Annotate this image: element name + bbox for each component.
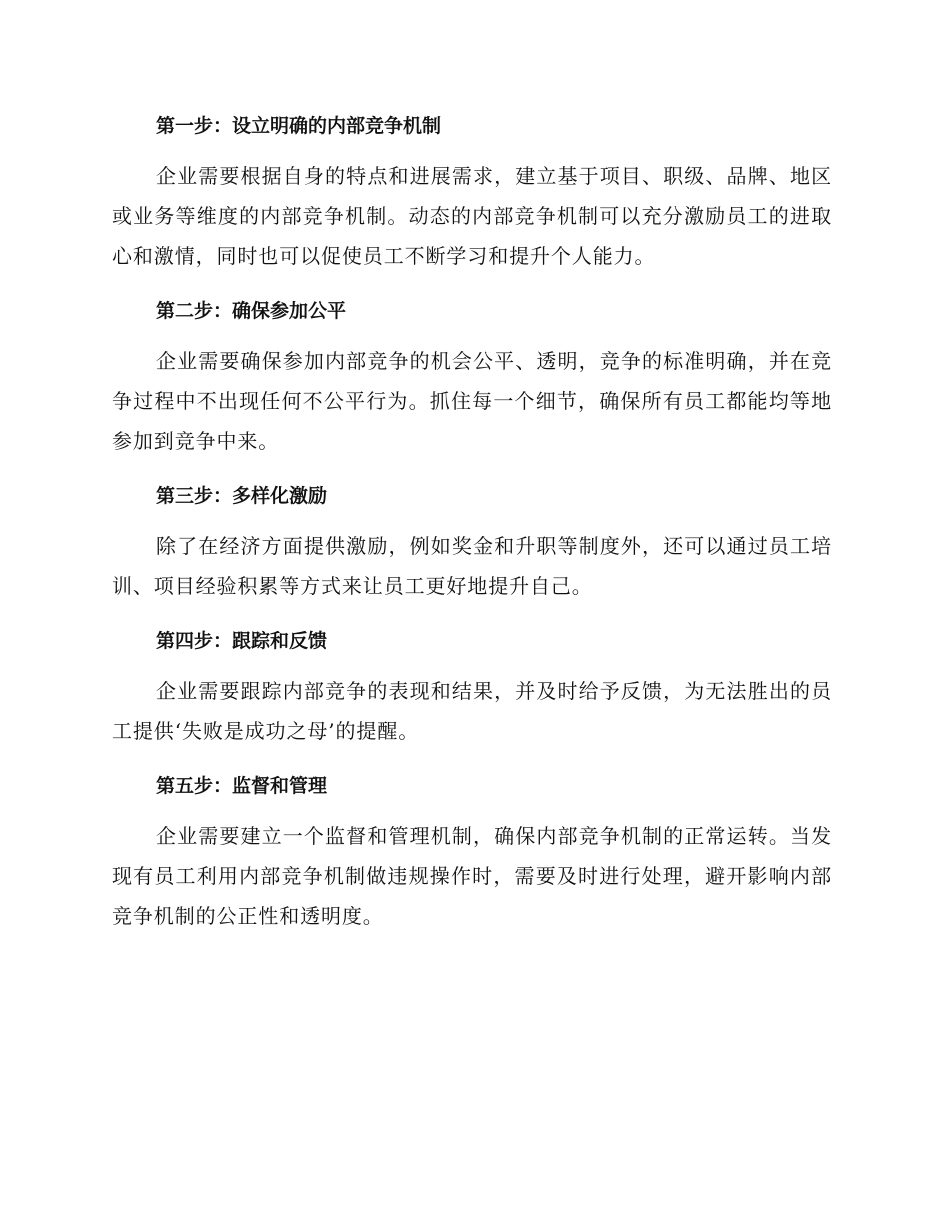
- section-heading: 第四步：跟踪和反馈: [156, 630, 328, 652]
- section-paragraph: 除了在经济方面提供激励，例如奖金和升职等制度外，还可以通过员工培训、项目经验积累等方式来让员工更好地提升自己。: [112, 534, 832, 598]
- document-body: [112, 106, 832, 951]
- section-heading: 第三步：多样化激励: [156, 485, 328, 507]
- section-paragraph: 企业需要跟踪内部竞争的表现和结果，并及时给予反馈，为无法胜出的员工提供‘失败是成功之母’的提醒。: [112, 679, 832, 743]
- section-step-1: [112, 106, 832, 276]
- section-step-5: [112, 766, 832, 936]
- section-step-2: [112, 291, 832, 461]
- section-paragraph: 企业需要确保参加内部竞争的机会公平、透明，竞争的标准明确，并在竞争过程中不出现任何不公平行为。抓住每一个细节，确保所有员工都能均等地参加到竞争中来。: [112, 349, 832, 453]
- section-heading: 第五步：监督和管理: [156, 775, 328, 797]
- section-heading: 第一步：设立明确的内部竞争机制: [156, 115, 442, 137]
- section-paragraph: 企业需要建立一个监督和管理机制，确保内部竞争机制的正常运转。当发现有员工利用内部竞争机制做违规操作时，需要及时进行处理，避开影响内部竞争机制的公正性和透明度。: [112, 824, 832, 928]
- section-paragraph: 企业需要根据自身的特点和进展需求，建立基于项目、职级、品牌、地区或业务等维度的内部竞争机制。动态的内部竞争机制可以充分激励员工的进取心和激情，同时也可以促使员工不断学习和提升个人能力。: [112, 164, 832, 268]
- section-heading: 第二步：确保参加公平: [156, 300, 347, 322]
- section-step-4: [112, 621, 832, 751]
- section-step-3: [112, 476, 832, 606]
